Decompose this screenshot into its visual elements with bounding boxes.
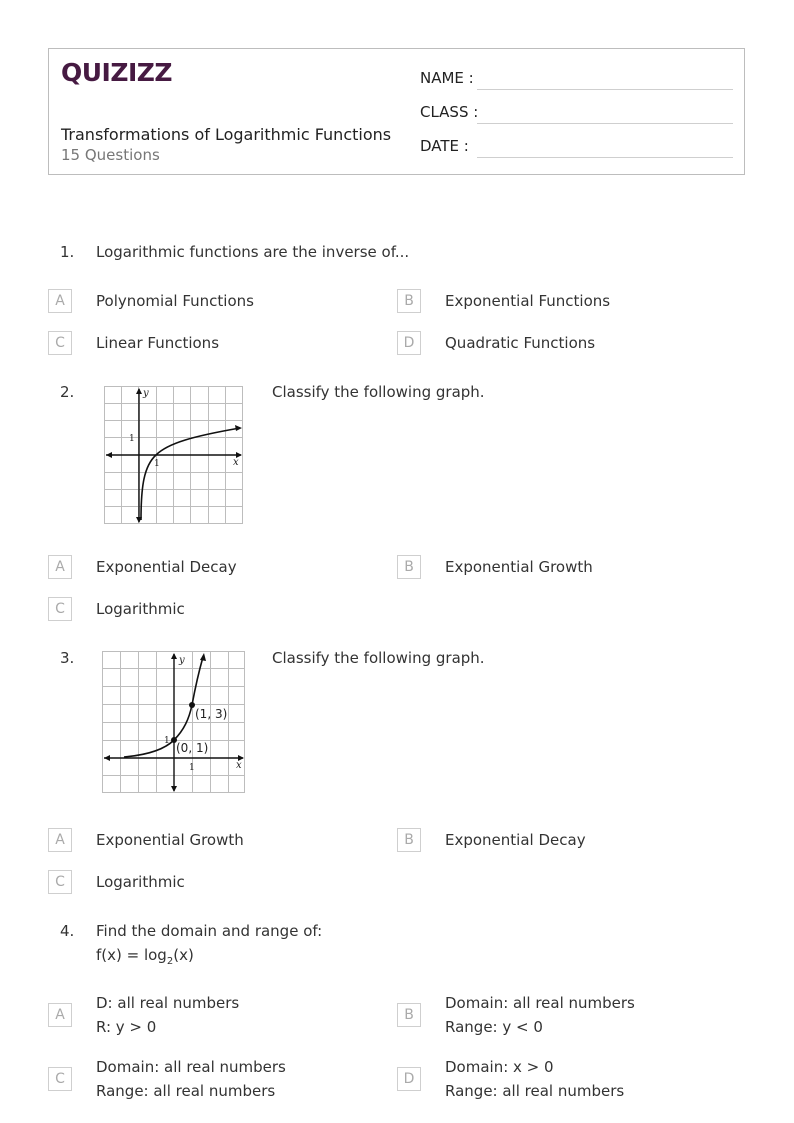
option-letter[interactable]: A [48, 289, 72, 313]
question-number: 2. [60, 383, 75, 401]
exp-graph-svg [102, 651, 246, 794]
option-text: Logarithmic [96, 873, 185, 891]
formula-subscript: 2 [166, 956, 174, 967]
option-text-line-2: Range: all real numbers [96, 1082, 276, 1100]
axis-label-x: x [233, 457, 239, 468]
point-label-1-3: (1, 3) [195, 707, 228, 721]
option-letter[interactable]: B [397, 289, 421, 313]
option-text: Linear Functions [96, 334, 220, 352]
question-text: Classify the following graph. [272, 649, 485, 667]
option-text-line-1: Domain: all real numbers [445, 994, 635, 1012]
question-text-line-1: Find the domain and range of: [96, 922, 323, 940]
option-text: Polynomial Functions [96, 292, 254, 310]
option-text-line-1: Domain: x > 0 [445, 1058, 554, 1076]
option-text-line-1: Domain: all real numbers [96, 1058, 286, 1076]
name-label: NAME : [420, 69, 474, 87]
name-line[interactable] [477, 89, 733, 90]
option-letter[interactable]: D [397, 1067, 421, 1091]
question-text-line-2 [96, 943, 194, 974]
question-count: 15 Questions [61, 146, 160, 164]
option-letter[interactable]: C [48, 597, 72, 621]
option-text: Exponential Growth [445, 558, 593, 576]
question-text: Logarithmic functions are the inverse of... [96, 243, 410, 261]
question-number: 3. [60, 649, 75, 667]
curve-arrow [200, 653, 206, 661]
option-letter[interactable]: A [48, 828, 72, 852]
option-text: Exponential Decay [445, 831, 586, 849]
option-text: Exponential Growth [96, 831, 244, 849]
worksheet-title: Transformations of Logarithmic Functions [61, 125, 392, 144]
option-text: Quadratic Functions [445, 334, 596, 352]
log-graph-svg [104, 386, 244, 525]
axis-label-y: y [179, 655, 185, 666]
option-text: Logarithmic [96, 600, 185, 618]
option-text-line-2: Range: all real numbers [445, 1082, 625, 1100]
option-letter[interactable]: A [48, 555, 72, 579]
tick-label-x: 1 [154, 459, 160, 469]
option-text-line-1: D: all real numbers [96, 994, 240, 1012]
option-letter[interactable]: B [397, 1003, 421, 1027]
question-text: Classify the following graph. [272, 383, 485, 401]
option-letter[interactable]: C [48, 1067, 72, 1091]
option-letter[interactable]: D [397, 331, 421, 355]
option-text-line-2: R: y > 0 [96, 1018, 157, 1036]
point-label-0-1: (0, 1) [176, 741, 209, 755]
date-line[interactable] [477, 157, 733, 158]
option-letter[interactable]: C [48, 870, 72, 894]
tick-label-y: 1 [164, 736, 170, 746]
class-line[interactable] [477, 123, 733, 124]
axis-label-y: y [143, 388, 149, 399]
axis-label-x: x [236, 760, 242, 771]
option-text-line-2: Range: y < 0 [445, 1018, 543, 1036]
formula-suffix: (x) [173, 946, 194, 964]
question-number: 1. [60, 243, 75, 261]
question-number: 4. [60, 922, 75, 940]
tick-label-y: 1 [129, 434, 135, 444]
curve-arrow [235, 425, 242, 431]
formula-prefix: f(x) = log [96, 946, 167, 964]
option-letter[interactable]: B [397, 828, 421, 852]
log-graph-figure [104, 386, 244, 525]
option-letter[interactable]: A [48, 1003, 72, 1027]
date-label: DATE : [420, 137, 469, 155]
option-letter[interactable]: B [397, 555, 421, 579]
exp-graph-figure [102, 651, 246, 794]
option-letter[interactable]: C [48, 331, 72, 355]
class-label: CLASS : [420, 103, 479, 121]
tick-label-x: 1 [189, 763, 195, 773]
quizizz-logo: QUIZIZZ [61, 58, 173, 87]
option-text: Exponential Decay [96, 558, 237, 576]
option-text: Exponential Functions [445, 292, 611, 310]
